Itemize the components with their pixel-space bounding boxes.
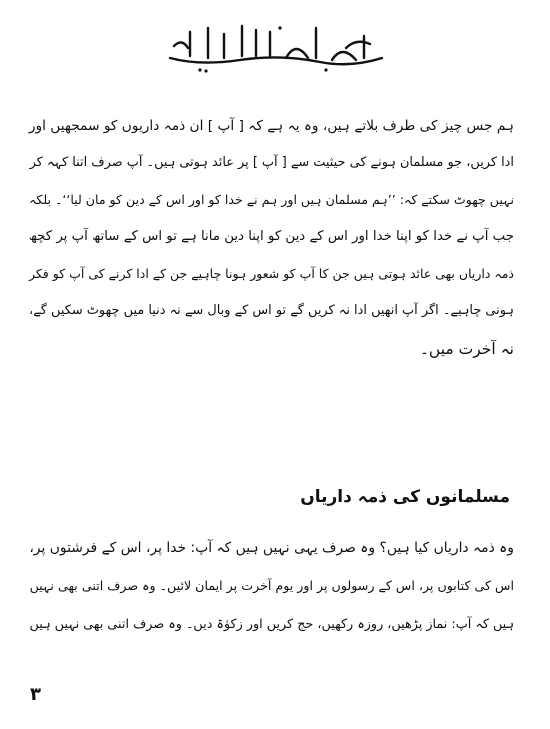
intro-line: جب آپ نے خدا کو اپنا خدا اور اس کے دین کو اپنا دین مانا ہے تو اس کے ساتھ آپ پر کچھ: [28, 229, 514, 244]
section-heading: مسلمانوں کی ذمہ داریاں: [300, 487, 510, 507]
section-line: اس کی کتابوں پر، اس کے رسولوں پر اور یوم آخرت پر ایمان لائیں۔ وہ صرف اتنی بھی نہیں: [29, 578, 514, 593]
intro-line: نہ آخرت میں۔: [419, 340, 514, 358]
page-number: ۳: [30, 684, 41, 705]
section-paragraph: [24, 540, 514, 670]
intro-line: ہم جس چیز کی طرف بلاتے ہیں، وہ یہ ہے کہ [ آپ ] ان ذمہ داریوں کو سمجھیں اور: [28, 118, 514, 134]
section-line: وہ ذمہ داریاں کیا ہیں؟ وہ صرف یہی نہیں ہیں کہ آپ: خدا پر، اس کے فرشتوں پر،: [29, 540, 514, 556]
calligraphy-icon: [160, 18, 390, 76]
bismillah-calligraphy: [160, 18, 390, 76]
intro-line: ذمہ داریاں بھی عائد ہوتی ہیں جن کا آپ کو شعور ہونا چاہیے جن کے ادا کرنے کی آپ کو فکر: [28, 266, 514, 281]
intro-paragraph: [24, 118, 514, 368]
section-line: ہیں کہ آپ: نماز پڑھیں، روزہ رکھیں، حج کریں اور زکوٰۃ دیں۔ وہ صرف اتنی بھی نہیں ہیں: [29, 617, 514, 632]
intro-line: ہونی چاہیے۔ اگر آپ انھیں ادا نہ کریں گے تو اس کے وبال سے نہ دنیا میں چھوٹ سکیں گے،: [29, 303, 514, 318]
intro-line: نہیں چھوٹ سکتے کہ: ’’ہم مسلمان ہیں اور ہم نے خدا کو اور اس کے دین کو مان لیا‘‘۔ بلکہ: [29, 192, 514, 207]
intro-line: ادا کریں، جو مسلمان ہونے کی حیثیت سے [ آپ ] پر عائد ہوتی ہیں۔ آپ صرف اتنا کہہ کر: [29, 155, 514, 170]
